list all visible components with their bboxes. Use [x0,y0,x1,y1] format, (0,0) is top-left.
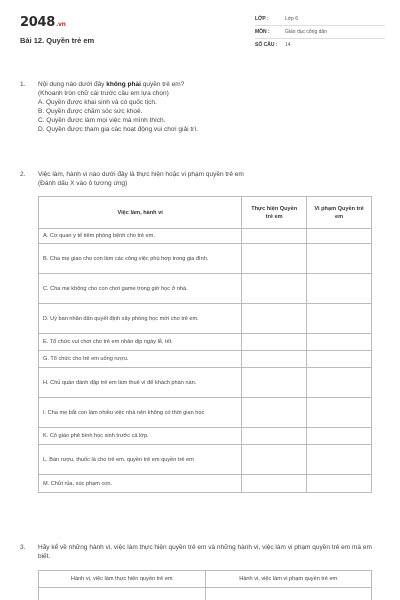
action-cell: B. Cha mẹ giao cho con làm các công việc phù hợp trong gia đình. [39,244,242,274]
violate-checkbox-cell[interactable] [307,398,372,428]
meta-row-class [255,13,385,26]
logo-text: 2048 [20,15,55,30]
action-cell: C. Cha mẹ không cho con chơi game trong giờ học ở nhà. [39,274,242,304]
meta-info [255,13,385,52]
violate-checkbox-cell[interactable] [307,475,372,493]
table-row [39,368,372,398]
question-number: 1. [20,81,26,88]
violate-checkbox-cell[interactable] [307,368,372,398]
meta-key: MÔN : [255,29,270,35]
site-logo[interactable] [20,15,66,30]
meta-key: SỐ CÂU : [255,42,278,48]
perform-checkbox-cell[interactable] [242,304,307,334]
q3-header-row [39,571,372,588]
action-cell: I. Cha mẹ bắt con làm nhiều việc nhà nên không có thời gian học [39,398,242,428]
perform-checkbox-cell[interactable] [242,445,307,475]
col-left-header: Hành vi, việc làm thực hiện quyền trẻ em [39,571,206,588]
perform-checkbox-cell[interactable] [242,428,307,445]
meta-value: Giáo dục công dân [285,29,327,35]
question-text: Nội dung nào dưới đây không phải quyền trẻ em? [38,81,185,88]
violate-checkbox-cell[interactable] [307,274,372,304]
q2-table [38,196,372,493]
table-row [39,398,372,428]
perform-checkbox-cell[interactable] [242,368,307,398]
meta-row-count [255,39,385,52]
logo-tld: .vn [55,21,66,28]
table-row [39,229,372,244]
q2-header-row [39,197,372,229]
col-violate-header: Vi phạm Quyền trẻ em [307,197,372,229]
col-action-header: Việc làm, hành vi [39,197,242,229]
question-instruction: (Đánh dấu X vào ô tương ứng) [38,180,128,187]
table-row [39,428,372,445]
table-row [39,588,372,600]
table-row [39,475,372,493]
perform-checkbox-cell[interactable] [242,229,307,244]
perform-checkbox-cell[interactable] [242,475,307,493]
perform-checkbox-cell[interactable] [242,244,307,274]
perform-checkbox-cell[interactable] [242,351,307,368]
option-b[interactable]: B. Quyền được chăm sóc sức khoẻ. [38,108,143,115]
table-row [39,445,372,475]
meta-row-subject [255,26,385,39]
meta-value: Lớp 6 [285,16,299,22]
answer-cell-right[interactable] [205,588,372,600]
meta-value: 14 [285,42,291,48]
col-right-header: Hành vi, việc làm vi phạm quyền trẻ em [205,571,372,588]
option-d[interactable]: D. Quyền được tham gia các hoạt động vui chơi giải trí. [38,126,198,133]
action-cell: M. Chửi rủa, xúc phạm con. [39,475,242,493]
action-cell: L. Bán rượu, thuốc lá cho trẻ em. quyền trẻ em quyền trẻ em [39,445,242,475]
question-text: Việc làm, hành vi nào dưới đây là thực hiện hoặc vi phạm quyền trẻ em [38,171,244,178]
table-row [39,334,372,351]
action-cell: D. Uỷ ban nhân dân quyết định xây phòng học mới cho trẻ em. [39,304,242,334]
action-cell: H. Chủ quán đánh đập trẻ em làm thuê vì để khách phàn nàn. [39,368,242,398]
action-cell: G. Tổ chức cho trẻ em uống rượu. [39,351,242,368]
table-row [39,274,372,304]
perform-checkbox-cell[interactable] [242,398,307,428]
question-text: Hãy kể về những hành vi, việc làm thực hiện quyền trẻ em và những hành vi, việc làm vi phạm quyền trẻ em mà em biết. [38,544,372,560]
action-cell: K. Cô giáo phê bình học sinh trước cả lớp. [39,428,242,445]
answer-cell-left[interactable] [39,588,206,600]
perform-checkbox-cell[interactable] [242,274,307,304]
lesson-title: Bài 12. Quyền trẻ em [20,36,95,45]
violate-checkbox-cell[interactable] [307,244,372,274]
violate-checkbox-cell[interactable] [307,304,372,334]
col-perform-header: Thực hiện Quyền trẻ em [242,197,307,229]
question-number: 2. [20,171,26,178]
option-c[interactable]: C. Quyền được làm mọi việc mà mình thích. [38,117,166,124]
table-row [39,244,372,274]
action-cell: A. Cơ quan y tế tiêm phòng bệnh cho trẻ em. [39,229,242,244]
q3-table [38,570,372,600]
violate-checkbox-cell[interactable] [307,428,372,445]
violate-checkbox-cell[interactable] [307,445,372,475]
action-cell: E. Tổ chức vui chơi cho trẻ em nhân dịp ngày lễ, tết. [39,334,242,351]
question-instruction: (Khoanh tròn chữ cái trước câu em lựa chọn) [38,90,169,97]
question-number: 3. [20,544,26,551]
table-row [39,304,372,334]
violate-checkbox-cell[interactable] [307,351,372,368]
table-row [39,351,372,368]
violate-checkbox-cell[interactable] [307,229,372,244]
violate-checkbox-cell[interactable] [307,334,372,351]
meta-key: LỚP : [255,16,269,22]
perform-checkbox-cell[interactable] [242,334,307,351]
option-a[interactable]: A. Quyền được khai sinh và có quốc tịch. [38,99,157,106]
